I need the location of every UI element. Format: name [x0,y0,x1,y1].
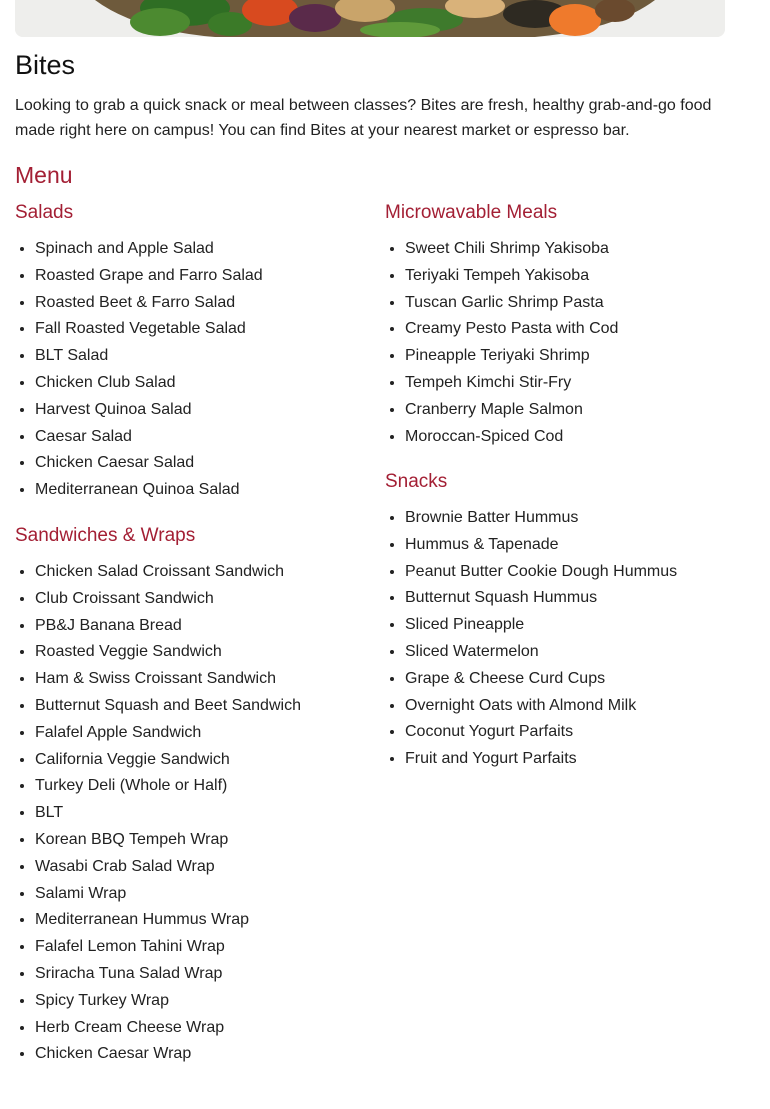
list-item: • Korean BBQ Tempeh Wrap [35,829,301,856]
list-item: • Falafel Lemon Tahini Wrap [35,936,301,963]
list-item: • Tuscan Garlic Shrimp Pasta [405,292,618,319]
list-item: • Cranberry Maple Salmon [405,399,618,426]
list-item: • BLT [35,802,301,829]
list-item: • Pineapple Teriyaki Shrimp [405,345,618,372]
list-item: • Roasted Veggie Sandwich [35,641,301,668]
microwavable-heading: Microwavable Meals [385,202,558,223]
snacks-heading: Snacks [385,471,448,492]
list-item: • Spinach and Apple Salad [35,238,263,265]
microwavable-list [385,238,618,452]
list-item: • Herb Cream Cheese Wrap [35,1017,301,1044]
list-item: • Chicken Club Salad [35,372,263,399]
list-item: • Creamy Pesto Pasta with Cod [405,318,618,345]
list-item: • Fruit and Yogurt Parfaits [405,748,677,775]
list-item: • Hummus & Tapenade [405,534,677,561]
list-item: • Peanut Butter Cookie Dough Hummus [405,561,677,588]
list-item: • Salami Wrap [35,883,301,910]
list-item: • BLT Salad [35,345,263,372]
list-item: • Roasted Grape and Farro Salad [35,265,263,292]
list-item: • Club Croissant Sandwich [35,588,301,615]
list-item: • Sriracha Tuna Salad Wrap [35,963,301,990]
list-item: • Sweet Chili Shrimp Yakisoba [405,238,618,265]
list-item: • Ham & Swiss Croissant Sandwich [35,668,301,695]
list-item: • Chicken Salad Croissant Sandwich [35,561,301,588]
list-item: • Teriyaki Tempeh Yakisoba [405,265,618,292]
list-item: • Butternut Squash Hummus [405,587,677,614]
salad-bowl-photo [15,0,725,37]
list-item: • Sliced Pineapple [405,614,677,641]
list-item: • California Veggie Sandwich [35,749,301,776]
list-item: • Moroccan-Spiced Cod [405,426,618,453]
menu-heading: Menu [15,162,73,188]
list-item: • Grape & Cheese Curd Cups [405,668,677,695]
snacks-list [385,507,677,775]
list-item: • Butternut Squash and Beet Sandwich [35,695,301,722]
page-title: Bites [15,50,76,80]
list-item: • Tempeh Kimchi Stir-Fry [405,372,618,399]
list-item: • Brownie Batter Hummus [405,507,677,534]
list-item: • Falafel Apple Sandwich [35,722,301,749]
sandwiches-heading: Sandwiches & Wraps [15,525,196,546]
salads-heading: Salads [15,202,74,223]
list-item: • Caesar Salad [35,426,263,453]
list-item: • Fall Roasted Vegetable Salad [35,318,263,345]
hero-image [15,0,725,37]
list-item: • Chicken Caesar Salad [35,452,263,479]
list-item: • Wasabi Crab Salad Wrap [35,856,301,883]
list-item: • PB&J Banana Bread [35,615,301,642]
list-item: • Harvest Quinoa Salad [35,399,263,426]
list-item: • Mediterranean Hummus Wrap [35,909,301,936]
list-item: • Roasted Beet & Farro Salad [35,292,263,319]
list-item: • Spicy Turkey Wrap [35,990,301,1017]
sandwiches-list [15,561,301,1070]
list-item: • Mediterranean Quinoa Salad [35,479,263,506]
list-item: • Overnight Oats with Almond Milk [405,695,677,722]
list-item: • Chicken Caesar Wrap [35,1043,301,1070]
list-item: • Sliced Watermelon [405,641,677,668]
list-item: • Coconut Yogurt Parfaits [405,721,677,748]
intro-text: Looking to grab a quick snack or meal between classes? Bites are fresh, healthy grab-and-go food made right here on campus! You can find Bites at your nearest market or espresso bar. [15,97,712,139]
list-item: • Turkey Deli (Whole or Half) [35,775,301,802]
salads-list [15,238,263,506]
